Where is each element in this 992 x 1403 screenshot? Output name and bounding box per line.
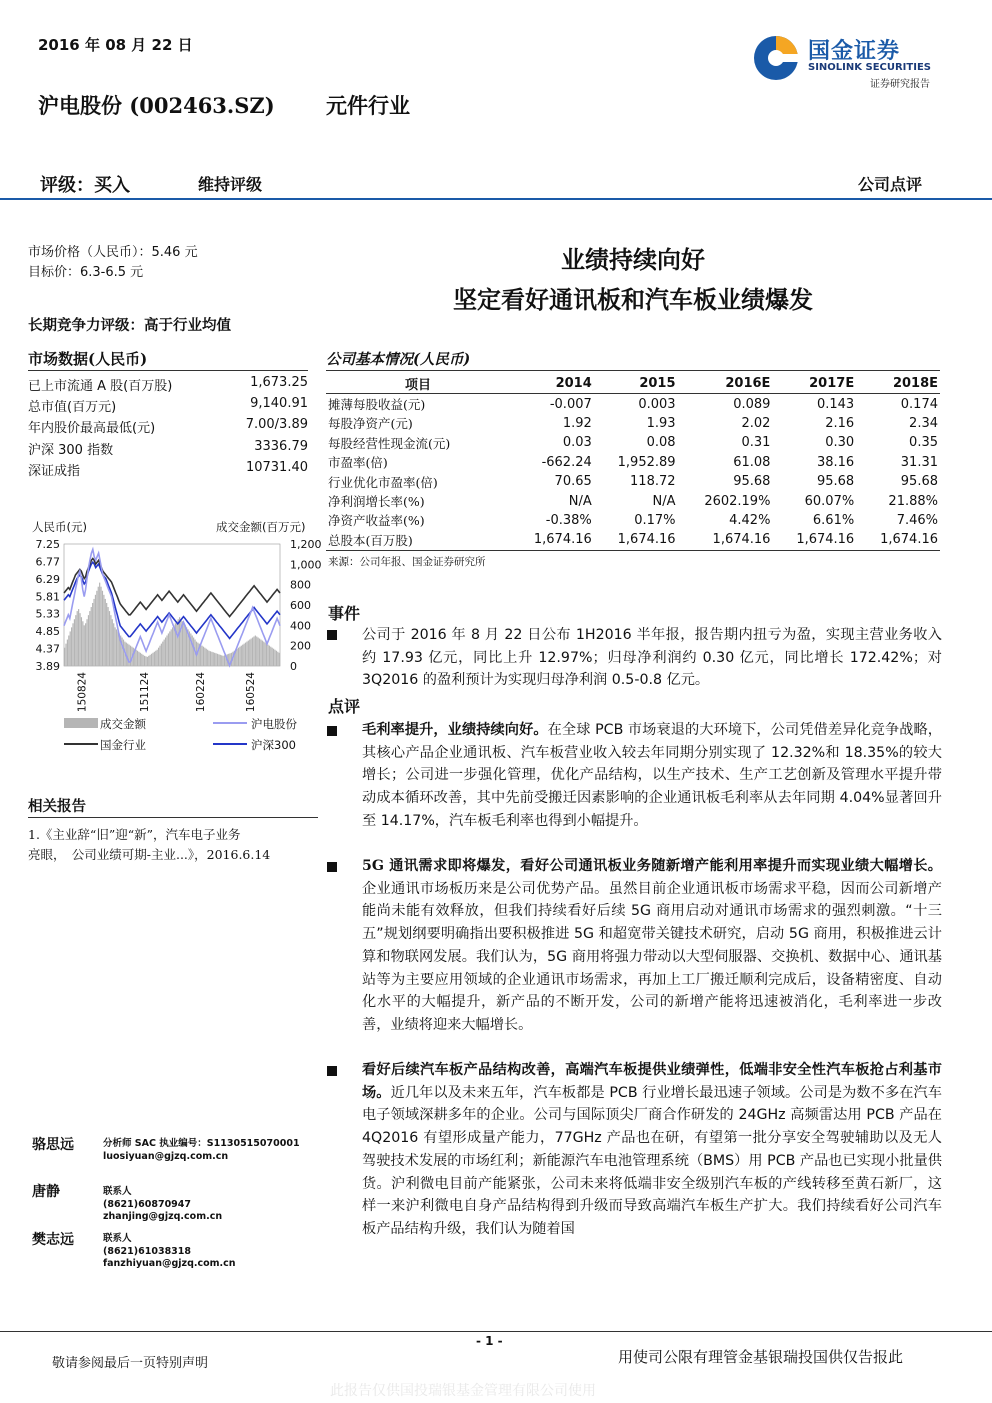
legend-swatch-volume xyxy=(64,718,98,728)
analyst-name: 樊志远 xyxy=(32,1232,74,1248)
volume-bar xyxy=(217,654,218,666)
table-cell: 2.34 xyxy=(909,415,938,431)
volume-bar xyxy=(144,656,145,666)
report-date: 2016 年 08 月 22 日 xyxy=(38,36,193,54)
volume-bar xyxy=(158,648,159,666)
volume-bar xyxy=(143,655,144,666)
table-cell: 0.03 xyxy=(562,435,592,451)
volume-bar xyxy=(72,623,73,666)
volume-bar xyxy=(242,645,243,666)
volume-bar xyxy=(77,611,78,666)
analyst-contact: 分析师 SAC 执业编号：S1130515070001 luosiyuan@gjzq.com.cn xyxy=(103,1138,300,1162)
analyst-contact: 联系人 (8621)60870947 zhanjing@gjzq.com.cn xyxy=(103,1186,223,1222)
volume-bar xyxy=(67,640,68,666)
volume-bar xyxy=(265,643,266,666)
volume-bar xyxy=(211,652,212,666)
y-left-tick-label: 6.29 xyxy=(35,572,60,586)
industry-name: 元件行业 xyxy=(326,93,410,118)
volume-bar xyxy=(88,615,89,666)
volume-bar xyxy=(70,631,71,666)
y-left-tick-label: 4.85 xyxy=(35,625,60,639)
volume-bar xyxy=(279,653,280,666)
volume-bar xyxy=(222,656,223,666)
page-number: - 1 - xyxy=(476,1334,503,1348)
volume-bar xyxy=(237,649,238,666)
company-name: 沪电股份 (002463.SZ) xyxy=(38,93,275,118)
volume-bar xyxy=(270,647,271,666)
volume-bar xyxy=(114,627,115,666)
volume-bar xyxy=(85,623,86,666)
y-left-tick-label: 5.33 xyxy=(35,607,60,621)
y-left-tick-label: 4.37 xyxy=(35,642,60,656)
table-row xyxy=(326,453,940,472)
volume-bar xyxy=(148,656,149,666)
table-row xyxy=(326,414,940,433)
volume-bar xyxy=(220,655,221,666)
volume-bar xyxy=(110,615,111,666)
y-right-tick-label: 1,000 xyxy=(290,558,322,572)
table-row xyxy=(326,433,940,452)
table-row-label: 总股本(百万股) xyxy=(326,530,510,550)
volume-bar xyxy=(260,640,261,666)
table-cell: 2.16 xyxy=(825,415,855,431)
volume-bar xyxy=(105,599,106,666)
volume-bar xyxy=(130,646,131,666)
volume-bar xyxy=(204,648,205,666)
volume-bar xyxy=(159,646,160,666)
table-row-label: 净利润增长率(%) xyxy=(328,494,425,510)
table-cell: 1,674.16 xyxy=(594,530,678,550)
table-cell: 60.07% xyxy=(804,493,855,509)
volume-bar xyxy=(207,650,208,666)
legend-label: 沪深300 xyxy=(251,738,296,752)
volume-bar xyxy=(276,651,277,666)
related-report-item[interactable]: 亮眼， 公司业绩可期-主业...》，2016.6.14 xyxy=(28,847,271,862)
table-cell: N/A xyxy=(652,493,676,509)
market-data-row: 已上市流通 A 股(百万股) 1,673.25 xyxy=(28,375,308,394)
table-cell: 0.08 xyxy=(646,435,676,451)
volume-bar xyxy=(92,603,93,666)
report-title-line2: 坚定看好通讯板和汽车板业绩爆发 xyxy=(453,285,813,314)
table-row-label: 每股净资产(元) xyxy=(328,416,413,432)
volume-bar xyxy=(162,642,163,666)
table-row-label: 净资产收益率(%) xyxy=(328,513,425,529)
market-price: 市场价格（人民币）：5.46 元 xyxy=(28,245,198,260)
volume-bar xyxy=(91,607,92,666)
volume-bar xyxy=(253,637,254,666)
table-cell: 2602.19% xyxy=(704,493,771,509)
table-cell: 1,674.16 xyxy=(678,530,773,550)
table-cell: 0.30 xyxy=(825,435,855,451)
table-cell: 38.16 xyxy=(816,454,855,470)
volume-bar xyxy=(214,653,215,666)
footer-rule xyxy=(0,1331,992,1332)
volume-bar xyxy=(218,654,219,666)
market-data-row: 沪深 300 指数 3336.79 xyxy=(28,439,308,458)
volume-bar xyxy=(117,631,118,666)
table-cell: 95.68 xyxy=(900,474,938,490)
table-cell: 1,674.16 xyxy=(772,530,856,550)
volume-bar xyxy=(248,641,249,666)
y-right-tick-label: 200 xyxy=(290,639,311,653)
table-cell: N/A xyxy=(568,493,592,509)
volume-bar xyxy=(272,648,273,666)
volume-bar xyxy=(98,587,99,666)
related-report-item[interactable]: 1.《主业辞“旧”迎“新”，汽车电子业务 xyxy=(28,827,241,842)
fin-table-rule xyxy=(326,370,940,371)
table-cell: 61.08 xyxy=(733,454,771,470)
footer-notice: 用使司公限有理管金基银瑞投国供仅告报此 xyxy=(618,1348,904,1366)
volume-bar xyxy=(140,653,141,666)
volume-bar xyxy=(215,653,216,666)
volume-bar xyxy=(185,625,186,666)
table-row xyxy=(326,491,940,510)
volume-bar xyxy=(112,619,113,666)
volume-bar xyxy=(65,644,66,666)
volume-bar xyxy=(193,638,194,666)
event-title: 事件 xyxy=(328,604,361,623)
volume-bar xyxy=(93,599,94,666)
header-divider xyxy=(0,198,992,200)
y-left-tick-label: 6.77 xyxy=(35,555,60,569)
logo-cn-text: 国金证券 xyxy=(808,39,901,64)
target-price: 目标价：6.3-6.5 元 xyxy=(28,265,144,280)
y-right-tick-label: 400 xyxy=(290,619,311,633)
volume-bar xyxy=(152,653,153,666)
logo-subtitle: 证券研究报告 xyxy=(870,79,930,90)
volume-bar xyxy=(249,640,250,666)
comment-paragraph-1: 毛利率提升，业绩持续向好。在全球 PCB 市场衰退的大环境下，公司凭借差异化竞争战略，其核心产品企业通讯板、汽车板营业收入较去年同期分别实现了 12.32%和 18.35%的较大增长；公司进一步强化管理，优化产品结构，以生产技术、生产工艺创新及管理水平提升带动成本循环改善，其中先前受搬迁因素影响的企业通讯板毛利率从去年同期 4.04%显著回升至 14.17%，汽车板毛利率也得到小幅提升。 xyxy=(362,722,942,829)
comment-title: 点评 xyxy=(328,697,361,716)
volume-bar xyxy=(201,646,202,666)
volume-bar xyxy=(82,621,83,666)
bullet-icon xyxy=(327,862,337,872)
legend-label: 沪电股份 xyxy=(251,717,297,731)
table-cell: 0.089 xyxy=(733,396,771,412)
volume-bar xyxy=(164,640,165,666)
volume-bar xyxy=(169,631,170,666)
table-cell: 0.17% xyxy=(634,512,676,528)
x-tick-label: 160224 xyxy=(195,672,208,713)
report-title-line1: 业绩持续向好 xyxy=(561,245,705,274)
table-cell: 0.174 xyxy=(900,396,938,412)
volume-bar xyxy=(136,650,137,666)
volume-bar xyxy=(141,654,142,666)
volume-bar xyxy=(157,650,158,666)
volume-bar xyxy=(241,646,242,666)
table-cell: -0.38% xyxy=(545,512,592,528)
market-data-row: 年内股价最高最低(元) 7.00/3.89 xyxy=(28,417,308,436)
chart-ylabel-left: 人民币(元) xyxy=(32,520,87,534)
volume-bar xyxy=(96,591,97,666)
volume-bar xyxy=(183,623,184,666)
y-left-tick-label: 5.81 xyxy=(35,590,60,604)
analyst-contact: 联系人 (8621)61038318 fanzhiyuan@gjzq.com.cn xyxy=(103,1233,236,1269)
related-reports-title: 相关报告 xyxy=(28,798,86,815)
volume-bar xyxy=(86,619,87,666)
table-row-label: 摊薄每股收益(元) xyxy=(328,397,426,413)
volume-bar xyxy=(251,639,252,666)
table-cell: 7.46% xyxy=(896,512,938,528)
volume-bar xyxy=(208,651,209,666)
volume-bar xyxy=(113,623,114,666)
volume-bar xyxy=(78,609,79,666)
table-header-row: 项目 2014 2015 2016E 2017E 2018E xyxy=(326,374,940,394)
table-cell: 1,952.89 xyxy=(617,454,676,470)
related-rule xyxy=(28,817,318,818)
volume-bar xyxy=(178,619,179,666)
market-data-row: 深证成指 10731.40 xyxy=(28,460,308,479)
volume-bar xyxy=(106,603,107,666)
volume-bar xyxy=(173,625,174,666)
volume-bar xyxy=(103,595,104,666)
volume-bar xyxy=(168,633,169,666)
volume-bar xyxy=(151,654,152,666)
volume-bar xyxy=(179,617,180,666)
table-row xyxy=(326,530,940,550)
legend-swatch-hs300 xyxy=(213,743,247,745)
logo-globe-icon xyxy=(752,34,800,82)
table-cell: 0.143 xyxy=(816,396,855,412)
table-row-label: 行业优化市盈率(倍) xyxy=(328,474,438,490)
volume-bar xyxy=(255,636,256,667)
volume-bar xyxy=(107,607,108,666)
table-cell: -0.007 xyxy=(549,396,592,412)
volume-bar xyxy=(239,647,240,666)
financial-table xyxy=(326,374,940,551)
legend-swatch-industry xyxy=(64,743,98,745)
volume-bar xyxy=(147,657,148,666)
volume-bar xyxy=(256,637,257,666)
comment-paragraph-2: 5G 通讯需求即将爆发，看好公司通讯板业务随新增产能利用率提升而实现业绩大幅增长。企业通讯市场板历来是公司优势产品。虽然目前企业通讯板市场需求平稳，因而公司新增产能尚未能有效释放，但我们持续看好后续 5G 商用启动对通讯市场需求的强烈刺激。“十三五”规划纲要明确指出要积极推进 5G 和超宽带关键技术研究，启动 5G 商用，积极推进云计算和物联网发展。我们认为，5G 商用将强力带动以大型伺服器、交换机、数据中心、通讯基站等为主要应用领域的企业通讯市场需求，再加上工厂搬迁顺利完成后，设备精密度、自动化水平的大幅提升，新产品的不断开发，公司的新增产能将迅速被消化，毛利率进一步改善，业绩将迎来大幅增长。 xyxy=(362,858,942,1033)
chart-ylabel-right: 成交金额(百万元) xyxy=(216,520,306,534)
volume-bar xyxy=(244,644,245,666)
volume-bar xyxy=(267,645,268,666)
table-cell: 95.68 xyxy=(816,474,855,490)
table-cell: 6.61% xyxy=(812,512,855,528)
volume-bar xyxy=(210,651,211,666)
rating: 评级：买入 xyxy=(40,175,130,196)
table-cell: -662.24 xyxy=(541,454,592,470)
table-cell: 31.31 xyxy=(900,454,938,470)
y-left-tick-label: 7.25 xyxy=(35,538,60,551)
y-right-tick-label: 1,200 xyxy=(290,538,322,551)
analyst-name: 唐静 xyxy=(32,1184,60,1200)
volume-bar xyxy=(269,646,270,666)
table-cell: 95.68 xyxy=(733,474,771,490)
table-cell: 0.31 xyxy=(741,435,771,451)
volume-bar xyxy=(206,649,207,666)
analyst-name: 骆思远 xyxy=(32,1137,74,1153)
table-row xyxy=(326,511,940,530)
market-data-row: 总市值(百万元) 9,140.91 xyxy=(28,396,308,415)
volume-bar xyxy=(263,642,264,666)
volume-bar xyxy=(84,625,85,666)
x-tick-label: 151124 xyxy=(138,672,151,713)
table-cell: 0.003 xyxy=(638,396,676,412)
volume-bar xyxy=(116,629,117,666)
volume-bar xyxy=(81,617,82,666)
market-data-title: 市场数据(人民币) xyxy=(28,350,148,368)
volume-bar xyxy=(95,595,96,666)
volume-bar xyxy=(259,639,260,666)
table-cell: 2.02 xyxy=(741,415,771,431)
logo-en-text: SINOLINK SECURITIES xyxy=(808,62,931,73)
volume-bar xyxy=(161,644,162,666)
volume-bar xyxy=(137,651,138,666)
bullet-icon xyxy=(327,630,337,640)
y-right-tick-label: 800 xyxy=(290,578,311,592)
volume-bar xyxy=(145,656,146,666)
table-row-label: 市盈率(倍) xyxy=(328,455,388,471)
volume-bar xyxy=(150,655,151,666)
volume-bar xyxy=(238,648,239,666)
rating-note: 维持评级 xyxy=(198,175,263,194)
volume-bar xyxy=(246,642,247,666)
footer-watermark: 此报告仅供国投瑞银基金管理有限公司使用 xyxy=(330,1383,596,1399)
volume-bar xyxy=(252,638,253,666)
legend-label: 成交金额 xyxy=(100,717,146,731)
volume-bar xyxy=(258,638,259,666)
volume-bar xyxy=(192,636,193,667)
x-tick-label: 150824 xyxy=(76,672,89,713)
y-right-tick-label: 0 xyxy=(290,660,297,673)
table-cell: 1.92 xyxy=(562,415,592,431)
x-tick-label: 160524 xyxy=(244,672,257,713)
table-cell: 21.88% xyxy=(888,493,938,509)
volume-bar xyxy=(213,652,214,666)
event-text: 公司于 2016 年 8 月 22 日公布 1H2016 半年报，报告期内扭亏为盈，实现主营业务收入约 17.93 亿元，同比上升 12.97%；归母净利润约 0.30 亿元，同比增长 172.42%；对 3Q2016 的盈利预计为实现归母净利润 0.5-0.8 亿元。 xyxy=(362,627,942,689)
volume-bar xyxy=(165,638,166,666)
volume-bar xyxy=(127,644,128,666)
competitiveness-rating: 长期竞争力评级：高于行业均值 xyxy=(28,317,231,334)
legend-swatch-stock xyxy=(213,722,247,724)
volume-bar xyxy=(109,611,110,666)
volume-bar xyxy=(203,647,204,666)
volume-bar xyxy=(172,627,173,666)
bullet-icon xyxy=(327,1066,337,1076)
table-cell: 1.93 xyxy=(646,415,676,431)
table-row-label: 每股经营性现金流(元) xyxy=(328,435,451,451)
table-cell: 1,674.16 xyxy=(856,530,940,550)
volume-bar xyxy=(68,636,69,667)
volume-bar xyxy=(155,651,156,666)
table-cell: 4.42% xyxy=(729,512,771,528)
volume-bar xyxy=(266,644,267,666)
legend-label: 国金行业 xyxy=(100,738,146,752)
volume-bar xyxy=(273,649,274,666)
report-type: 公司点评 xyxy=(858,175,923,194)
table-cell: 70.65 xyxy=(554,474,592,490)
volume-bar xyxy=(122,638,123,666)
y-right-tick-label: 600 xyxy=(290,599,311,612)
fin-table-source: 来源：公司年报、国金证券研究所 xyxy=(328,556,486,568)
volume-bar xyxy=(102,591,103,666)
volume-bar xyxy=(75,615,76,666)
fin-table-title: 公司基本情况(人民币) xyxy=(326,351,471,368)
volume-bar xyxy=(166,636,167,667)
volume-bar xyxy=(100,587,101,666)
volume-bar xyxy=(79,613,80,666)
comment-paragraph-3: 看好后续汽车板产品结构改善，高端汽车板提供业绩弹性，低端非安全性汽车板抢占利基市场。近几年以及未来五年，汽车板都是 PCB 行业增长最迅速子领域。公司是为数不多在汽车电子领域深耕多年的企业。公司与国际顶尖厂商合作研发的 24GHz 高频雷达用 PCB 产品在 4Q2016 有望形成量产能力，77GHz 产品也在研，有望第一批分享安全驾驶辅助以及无人驾驶技术发展的市场红利；新能源汽车电池管理系统（BMS）用 PCB 产品也已实现小批量供货。沪利微电目前产能紧张，公司未来将低端非安全级别汽车板的产线转移至黄石新厂，这样一来沪利微电自身产品结构得到升级而导致高端汽车板生产扩大。我们持续看好公司汽车板产品结构升级，我们认为随着国 xyxy=(362,1062,942,1237)
volume-bar xyxy=(245,643,246,666)
volume-bar xyxy=(224,655,225,666)
volume-bar xyxy=(176,621,177,666)
table-cell: 0.35 xyxy=(909,435,938,451)
footer-disclaimer: 敬请参阅最后一页特别声明 xyxy=(52,1356,209,1371)
volume-bar xyxy=(89,611,90,666)
y-left-tick-label: 3.89 xyxy=(35,660,60,673)
table-cell: 1,674.16 xyxy=(510,530,594,550)
market-data-rule xyxy=(28,370,308,371)
volume-bar xyxy=(171,629,172,666)
volume-bar xyxy=(200,645,201,666)
volume-bar xyxy=(99,583,100,666)
table-row xyxy=(326,394,940,414)
stock-price-chart xyxy=(28,536,324,716)
volume-bar xyxy=(154,652,155,666)
volume-bar xyxy=(274,650,275,666)
volume-bar xyxy=(262,641,263,666)
bullet-icon xyxy=(327,726,337,736)
volume-bar xyxy=(123,640,124,666)
table-cell: 118.72 xyxy=(630,474,676,490)
volume-bar xyxy=(64,648,65,666)
table-row xyxy=(326,472,940,491)
volume-bar xyxy=(71,627,72,666)
volume-bar xyxy=(221,655,222,666)
volume-bar xyxy=(138,652,139,666)
volume-bar xyxy=(277,652,278,666)
volume-bar xyxy=(74,619,75,666)
